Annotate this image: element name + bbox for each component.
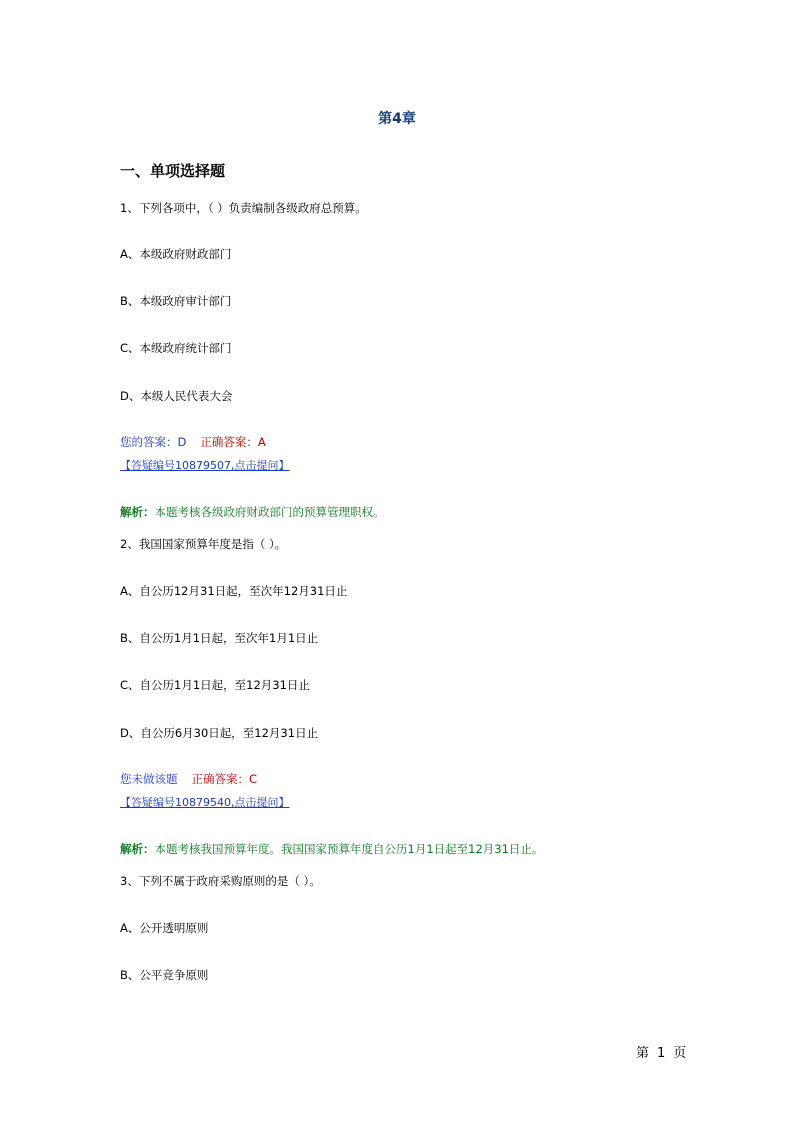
question-2-option-c: C、自公历1月1日起，至12月31日止: [120, 678, 310, 692]
question-1-option-c: C、本级政府统计部门: [120, 341, 232, 355]
explanation-label: 解析：: [120, 505, 155, 519]
question-3-option-a: A、公开透明原则: [120, 921, 209, 935]
explanation-text: 本题考核各级政府财政部门的预算管理职权。: [154, 505, 385, 519]
correct-answer: 正确答案：A: [200, 435, 266, 449]
explanation-label: 解析：: [120, 842, 155, 856]
page-number: [632, 1042, 690, 1061]
question-1-answer-line: [120, 434, 266, 450]
question-3-stem: 3、下列不属于政府采购原则的是（ ）。: [120, 874, 321, 888]
question-1-query-link[interactable]: 【答疑编号10879507,点击提问】: [120, 459, 290, 472]
explanation-text: 本题考核我国预算年度。我国国家预算年度自公历1月1日起至12月31日止。: [154, 842, 544, 856]
question-2-explanation: [120, 841, 543, 857]
page-suffix: 页: [673, 1046, 687, 1061]
question-2-answer-line: [120, 771, 257, 787]
question-2-option-d: D、自公历6月30日起，至12月31日止: [120, 726, 319, 740]
section-title: 一、单项选择题: [120, 162, 226, 180]
page-number-value: 1: [657, 1046, 666, 1061]
question-2-stem: 2、我国国家预算年度是指（ ）。: [120, 537, 287, 551]
your-answer: 您的答案：D: [120, 435, 187, 449]
question-1-option-a: A、本级政府财政部门: [120, 247, 232, 261]
question-2-query-link[interactable]: 【答疑编号10879540,点击提问】: [120, 796, 290, 809]
question-2-option-b: B、自公历1月1日起，至次年1月1日止: [120, 631, 319, 645]
question-1-option-b: B、本级政府审计部门: [120, 294, 232, 308]
correct-answer: 正确答案：C: [191, 772, 258, 786]
your-answer: 您未做该题: [120, 772, 178, 786]
question-1-option-d: D、本级人民代表大会: [120, 389, 233, 403]
chapter-title: 第4章: [378, 111, 416, 127]
question-1-stem: 1、下列各项中，（ ）负责编制各级政府总预算。: [120, 201, 367, 215]
question-2-option-a: A、自公历12月31日起，至次年12月31日止: [120, 584, 348, 598]
page-prefix: 第: [636, 1046, 650, 1061]
question-1-explanation: [120, 504, 385, 520]
question-3-option-b: B、公平竞争原则: [120, 968, 209, 982]
